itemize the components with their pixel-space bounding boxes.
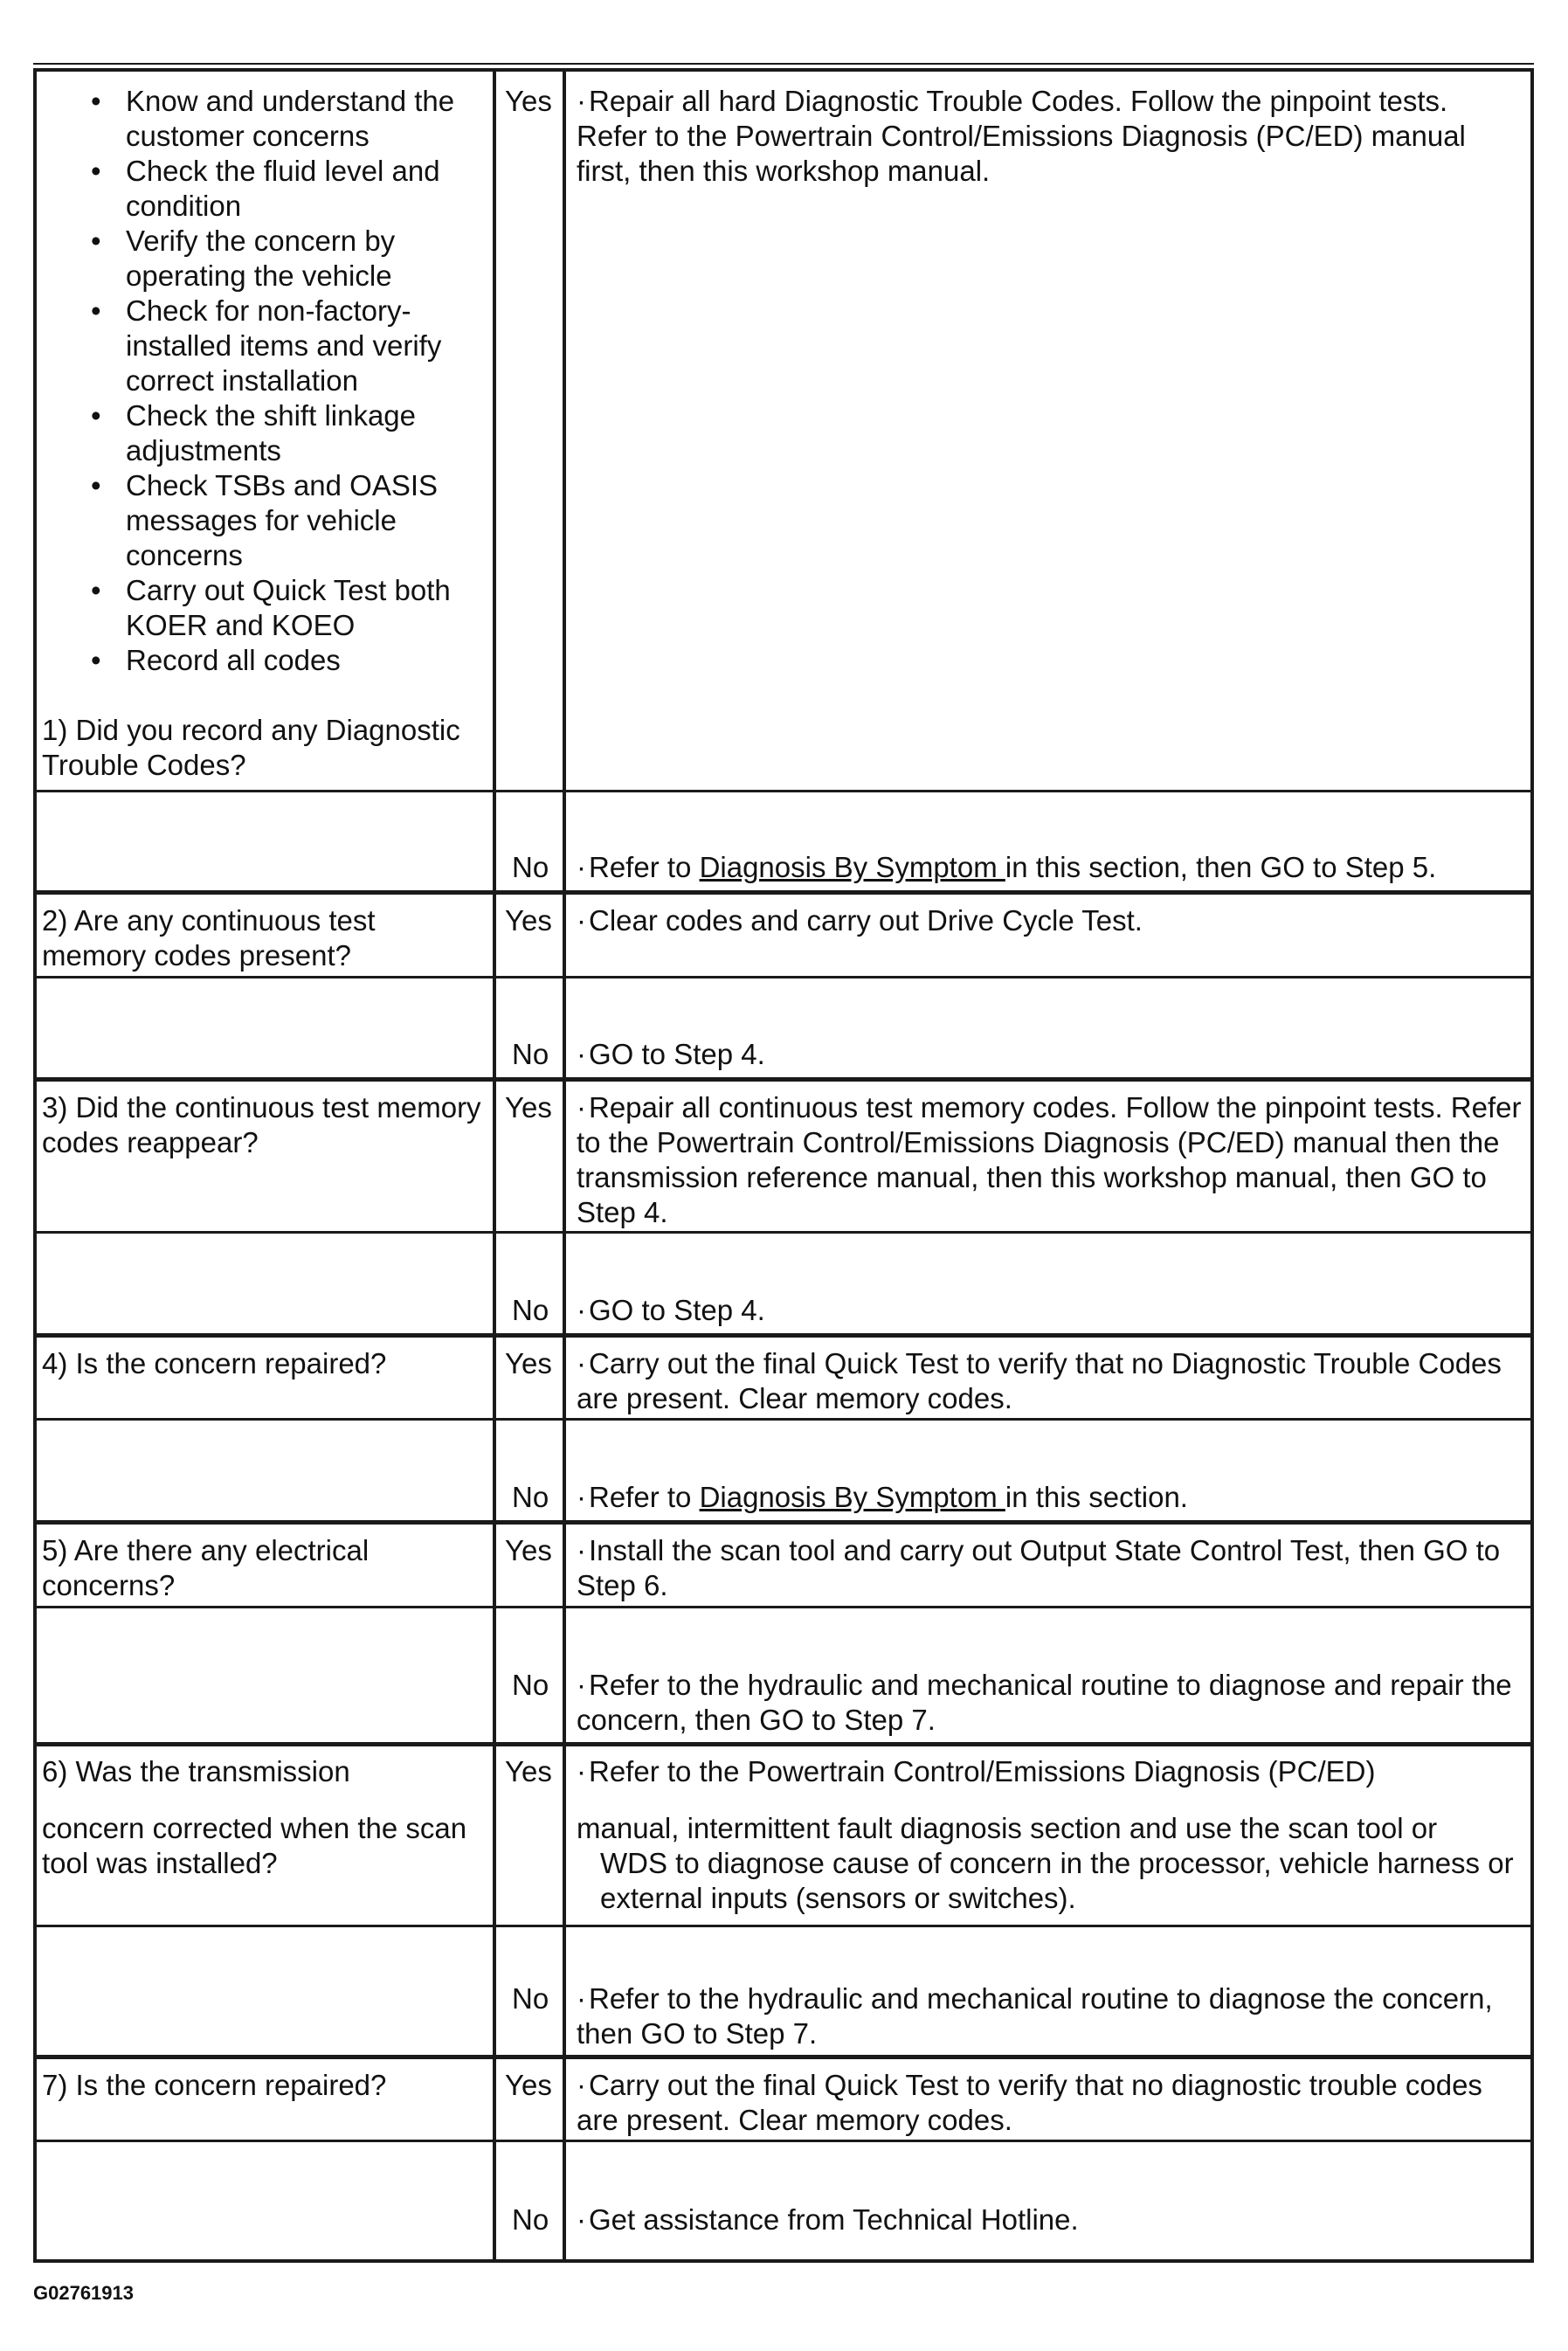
step-1-question: 1) Did you record any Diagnostic Trouble Codes? [42, 714, 460, 781]
list-item: • Verify the concern by operating the vehicle [33, 224, 483, 294]
action-text: Refer to the hydraulic and mechanical routine to diagnose the concern, then GO to Step 7. [577, 1982, 1493, 2050]
row-divider [33, 2140, 1534, 2142]
step-2-no-action [577, 1037, 1524, 1072]
step-4-no-label: No [512, 1481, 549, 1513]
step-6-no-label: No [512, 1982, 549, 2015]
step-3-yes-label: Yes [505, 1091, 552, 1124]
step-6-question-line1: 6) Was the transmission [42, 1755, 350, 1787]
top-rule [33, 63, 1534, 65]
bullet-dot: · [577, 85, 586, 117]
action-text: Repair all continuous test memory codes. Follow the pinpoint tests. Refer to the Powertrain Control/Emissions Diagnosis (PC/ED) manual then the transmission reference manual, then this workshop manual, then GO to Step 4. [577, 1091, 1522, 1228]
step-4-yes-label: Yes [505, 1347, 552, 1379]
diagnosis-by-symptom-link[interactable]: Diagnosis By Symptom [699, 851, 1005, 883]
step-2-yes-label: Yes [505, 904, 552, 937]
bullet-dot: · [577, 1669, 586, 1701]
action-text: GO to Step 4. [589, 1038, 765, 1070]
step-6-yes-action-line1 [577, 1754, 1524, 1789]
bullet-dot: · [577, 2069, 586, 2101]
column-divider-2 [563, 68, 566, 2263]
step-1-yes-label: Yes [505, 85, 552, 117]
bullet-dot: · [577, 904, 586, 937]
step-7-yes-action [577, 2068, 1524, 2138]
step-divider [33, 1333, 1534, 1338]
row-divider [33, 1606, 1534, 1608]
bullet-dot: · [577, 2203, 586, 2236]
row-divider [33, 976, 1534, 978]
action-text: WDS to diagnose cause of concern in the processor, vehicle harness or external inputs (sensors or switches). [600, 1847, 1514, 1914]
step-6-no-action [577, 1981, 1524, 2051]
step-6-yes-action-line2 [577, 1811, 1524, 1916]
step-5-question: 5) Are there any electrical concerns? [42, 1534, 370, 1601]
step-7-yes-label: Yes [505, 2069, 552, 2101]
step-7-no-action [577, 2202, 1524, 2237]
row-divider [33, 790, 1534, 792]
action-text: Clear codes and carry out Drive Cycle Test. [589, 904, 1143, 937]
step-7-no-label: No [512, 2203, 549, 2236]
action-text: Refer to [589, 1481, 700, 1513]
figure-id: G02761913 [33, 2282, 134, 2304]
action-text: Refer to the hydraulic and mechanical routine to diagnose and repair the concern, then GO to Step 7. [577, 1669, 1512, 1736]
step-3-question: 3) Did the continuous test memory codes reappear? [42, 1091, 481, 1158]
action-text: manual, intermittent fault diagnosis section and use the scan tool or [577, 1812, 1438, 1844]
column-divider-1 [493, 68, 496, 2263]
row-divider [33, 1231, 1534, 1234]
action-text: Carry out the final Quick Test to verify that no Diagnostic Trouble Codes are present. Clear memory codes. [577, 1347, 1502, 1414]
step-2-yes-action [577, 903, 1524, 938]
step-3-yes-action [577, 1090, 1524, 1230]
action-text: in this section. [1005, 1481, 1188, 1513]
step-1-yes-action [577, 84, 1524, 189]
action-text: Repair all hard Diagnostic Trouble Codes. Follow the pinpoint tests. Refer to the Powertrain Control/Emissions Diagnosis (PC/ED) manual first, then this workshop manual. [577, 85, 1466, 187]
step-3-no-label: No [512, 1294, 549, 1326]
action-text: in this section, then GO to Step 5. [1005, 851, 1437, 883]
step-divider [33, 890, 1534, 895]
step-3-no-action [577, 1293, 1524, 1328]
bullet-dot: · [577, 1038, 586, 1070]
action-text: Carry out the final Quick Test to verify that no diagnostic trouble codes are present. Clear memory codes. [577, 2069, 1482, 2136]
bullet-dot: · [577, 1481, 586, 1513]
step-5-no-action [577, 1668, 1524, 1738]
bullet-dot: · [577, 1534, 586, 1566]
list-item: • Know and understand the customer concerns [33, 84, 483, 154]
step-5-yes-label: Yes [505, 1534, 552, 1566]
action-text: GO to Step 4. [589, 1294, 765, 1326]
step-4-no-action [577, 1480, 1524, 1515]
step-4-yes-action [577, 1346, 1524, 1416]
list-item: • Check the fluid level and condition [33, 154, 483, 224]
step-6-yes-label: Yes [505, 1755, 552, 1787]
intro-checklist [42, 84, 483, 678]
step-2-question: 2) Are any continuous test memory codes present? [42, 904, 376, 972]
step-1-no-action [577, 850, 1524, 885]
row-divider [33, 1925, 1534, 1927]
list-item: • Check TSBs and OASIS messages for vehicle concerns [33, 468, 483, 573]
step-1-no-label: No [512, 851, 549, 883]
step-divider [33, 1077, 1534, 1082]
bullet-dot: · [577, 851, 586, 883]
action-text: Install the scan tool and carry out Output State Control Test, then GO to Step 6. [577, 1534, 1501, 1601]
step-5-yes-action [577, 1533, 1524, 1603]
step-2-no-label: No [512, 1038, 549, 1070]
bullet-dot: · [577, 1091, 586, 1124]
list-item: • Carry out Quick Test both KOER and KOEO [33, 573, 483, 643]
row-divider [33, 1418, 1534, 1421]
step-6-question-line2: concern corrected when the scan tool was installed? [42, 1812, 467, 1879]
action-text: Get assistance from Technical Hotline. [589, 2203, 1079, 2236]
step-divider [33, 2055, 1534, 2059]
action-text: Refer to [589, 851, 700, 883]
diagnosis-by-symptom-link[interactable]: Diagnosis By Symptom [699, 1481, 1005, 1513]
action-text: Refer to the Powertrain Control/Emissions Diagnosis (PC/ED) [589, 1755, 1376, 1787]
list-item: • Record all codes [33, 643, 483, 678]
step-7-question: 7) Is the concern repaired? [42, 2069, 387, 2101]
intro-bullet-list [33, 84, 483, 678]
bullet-dot: · [577, 1755, 586, 1787]
step-divider [33, 1742, 1534, 1746]
list-item: • Check for non-factory-installed items and verify correct installation [33, 294, 483, 398]
bullet-dot: · [577, 1347, 586, 1379]
diagnostic-table [33, 68, 1534, 2263]
step-divider [33, 1520, 1534, 1525]
bullet-dot: · [577, 1294, 586, 1326]
list-item: • Check the shift linkage adjustments [33, 398, 483, 468]
step-5-no-label: No [512, 1669, 549, 1701]
step-4-question: 4) Is the concern repaired? [42, 1347, 387, 1379]
bullet-dot: · [577, 1982, 586, 2015]
